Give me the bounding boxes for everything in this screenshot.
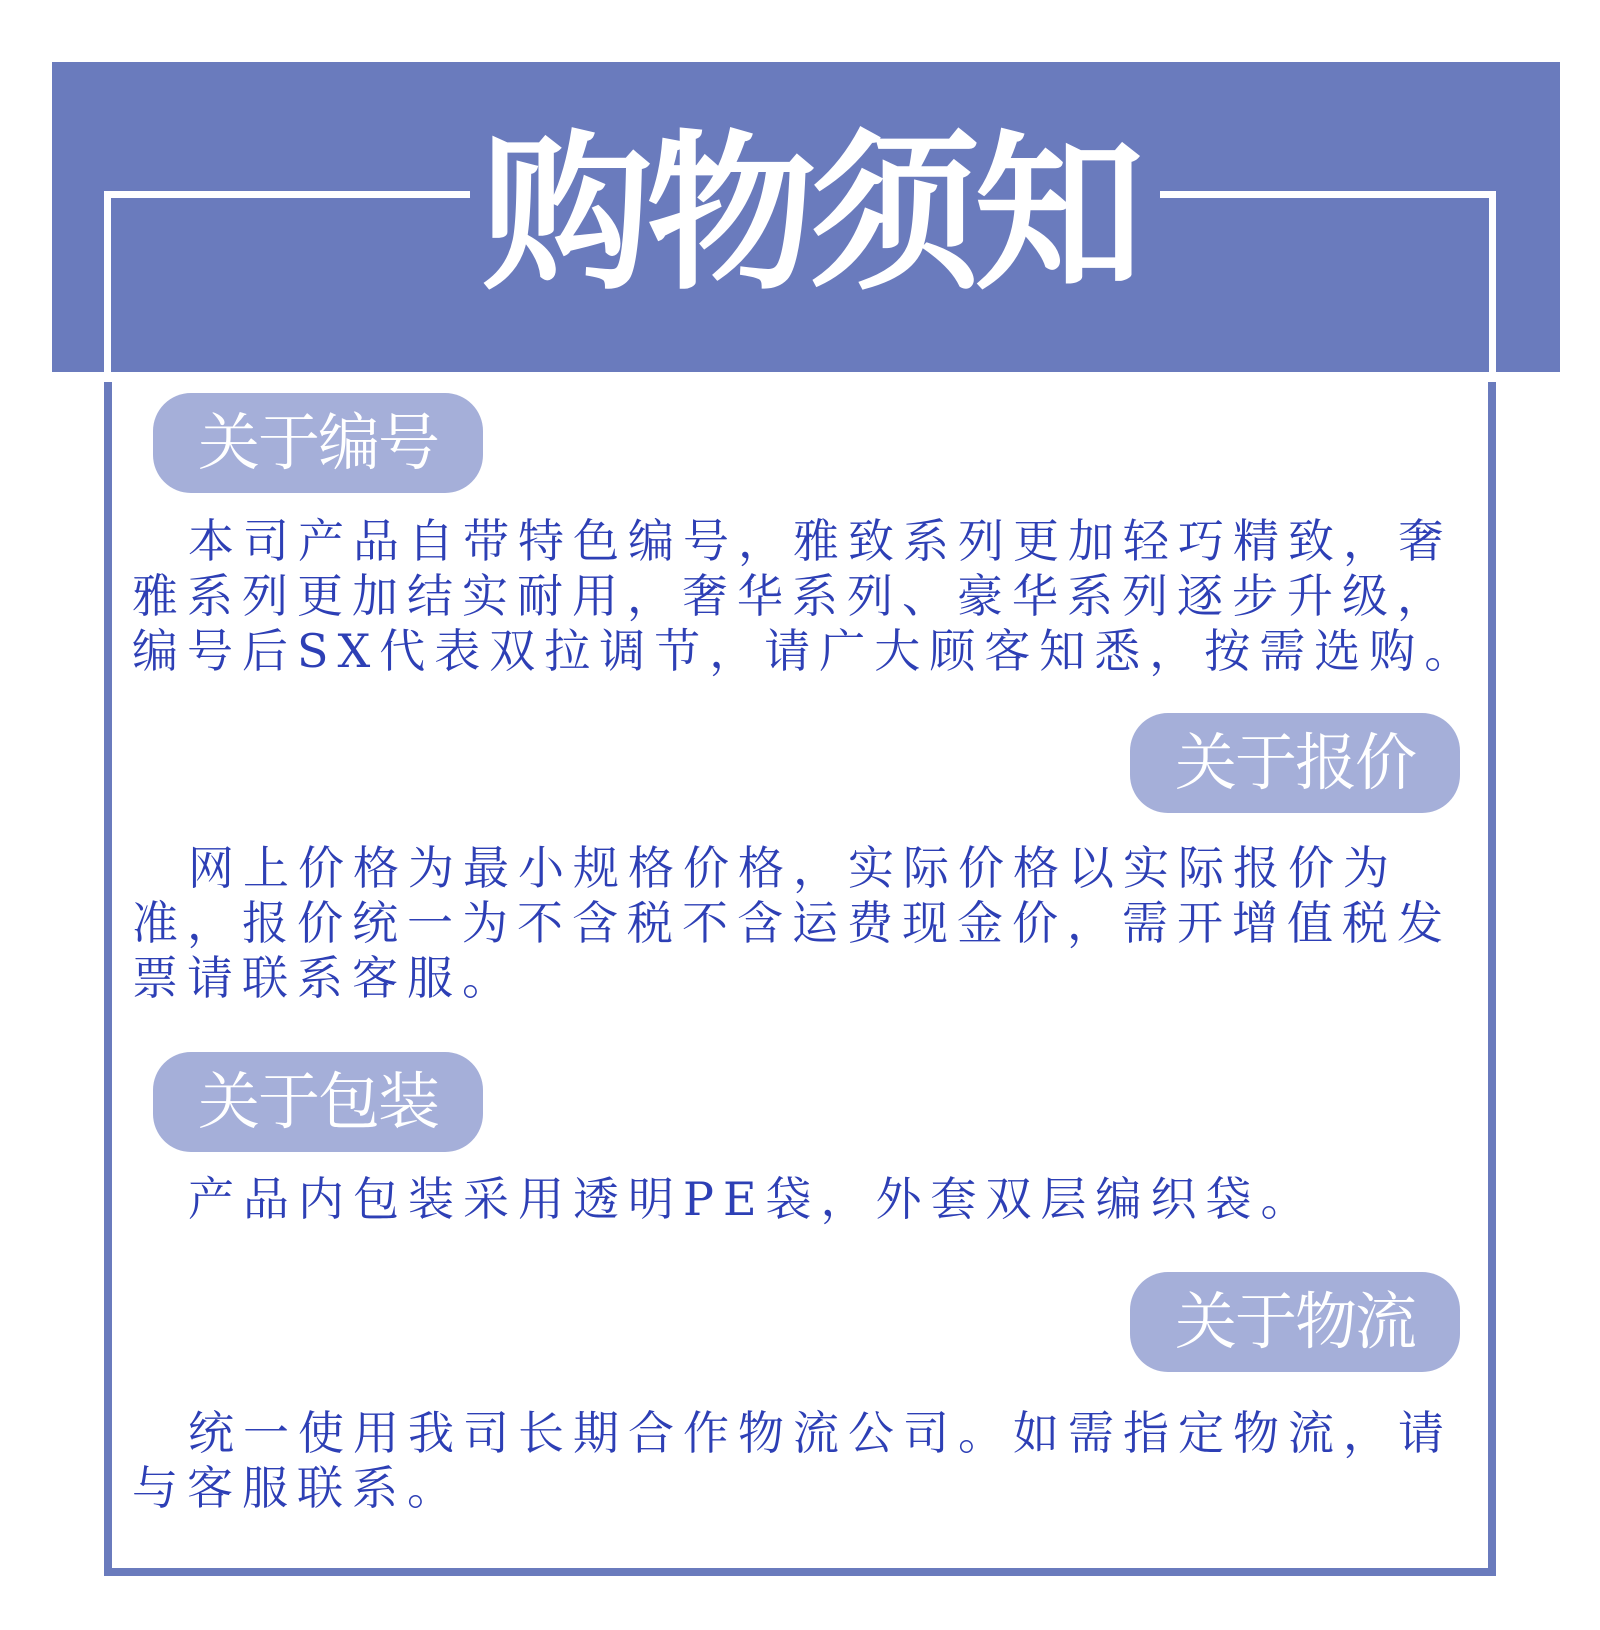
section-heading-packaging: 关于包装 [153,1052,483,1152]
section-heading-numbering: 关于编号 [153,393,483,493]
section-body-packaging: 产品内包装采用透明PE袋，外套双层编织袋。 [188,1172,1316,1226]
section-body-numbering: 本司产品自带特色编号，雅致系列更加轻巧精致，奢雅系列更加结实耐用，奢华系列、豪华系列逐步升级，编号后SX代表双拉调节，请广大顾客知悉，按需选购。 [132,514,1480,678]
section-heading-logistics: 关于物流 [1130,1272,1460,1372]
section-heading-pricing: 关于报价 [1130,713,1460,813]
section-body-logistics: 统一使用我司长期合作物流公司。如需指定物流，请与客服联系。 [132,1406,1453,1515]
section-body-pricing: 网上价格为最小规格价格，实际价格以实际报价为准，报价统一为不含税不含运费现金价，需开增值税发票请联系客服。 [132,841,1452,1005]
page-title: 购物须知 [481,116,1138,314]
